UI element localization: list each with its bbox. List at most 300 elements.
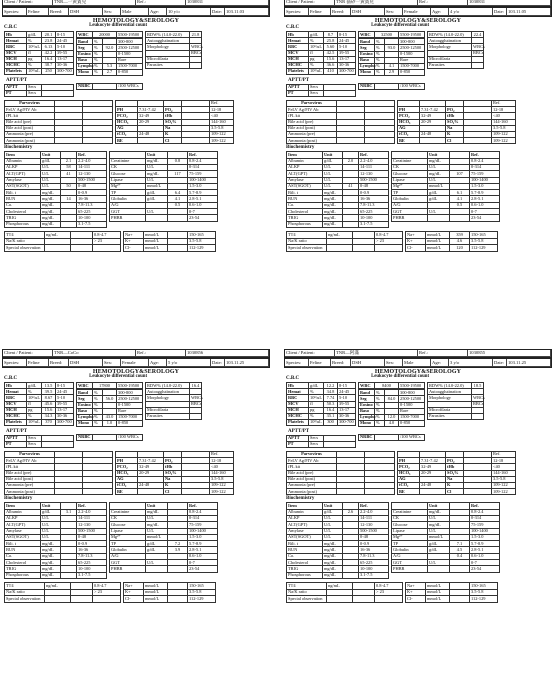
- tail-ref: 0.8-4.7: [375, 231, 403, 238]
- bio-ref: 3.1-7.5: [77, 221, 107, 227]
- bio-ref: 10-100: [359, 566, 389, 572]
- bio-ref: 7.8-11.3: [359, 202, 389, 208]
- serology-item: FeLV Ag/FIV Ab: [287, 458, 337, 464]
- diff-row: [359, 69, 425, 75]
- bio-item: Lipase: [392, 177, 428, 183]
- bio-item: PHBR: [110, 215, 146, 221]
- tail-value: [168, 582, 188, 589]
- tail-value: [71, 231, 93, 238]
- bio-ref: 14-111: [77, 165, 107, 171]
- cbc-ref: 8-15: [338, 32, 356, 38]
- bio-ref: 0.8-2.4: [188, 158, 218, 164]
- cbc-unit: 10⁶/uL: [28, 43, 41, 49]
- bio-item: Albumin: [5, 509, 41, 515]
- diff-ref: 0-850: [117, 420, 143, 426]
- cbc-row: [287, 419, 356, 425]
- bio-unit: mg/dL: [41, 209, 61, 215]
- blood-gas-item: AG: [398, 125, 420, 131]
- cbc-row: [5, 68, 74, 74]
- microfilaria-label: Microfilaria: [146, 407, 190, 413]
- tail-ref: 150-165: [188, 582, 216, 589]
- aptt-item: PT: [287, 91, 309, 97]
- wbc-ref: 5500-19500: [117, 32, 143, 38]
- bio-unit: U/L: [428, 165, 450, 171]
- cbc-item: RBC: [287, 395, 309, 401]
- bio-value: 2.1: [61, 158, 77, 164]
- bio-item: Bili. t: [5, 190, 41, 196]
- client-label: Client / Patient:: [3, 0, 53, 6]
- bio-ref: 75-159: [188, 171, 218, 177]
- bio-head-item: Item: [287, 152, 323, 158]
- bio-row: [110, 215, 218, 221]
- tail-ref: 3.5-5.8: [470, 589, 498, 596]
- species-value: Feline: [309, 359, 331, 366]
- bio-ref: 3.1-7.5: [77, 572, 107, 578]
- tail-ref: > 23: [93, 589, 121, 596]
- blood-gas-item-2: K: [164, 483, 182, 489]
- diff-ref: 0-1500: [117, 51, 143, 57]
- tail-item: Special observation: [287, 596, 327, 603]
- age-value: 5 y/o: [167, 359, 211, 366]
- blood-gas-item-2: PO₂: [164, 458, 182, 464]
- tail-item: Special observation: [5, 245, 45, 252]
- serology-item: Ammonia (pre): [5, 132, 55, 138]
- blood-gas-ref-2: 109-122: [210, 489, 234, 495]
- bio-item: TRIG: [5, 215, 41, 221]
- bio-value: 2.6: [343, 509, 359, 515]
- cbc-ref: 39-55: [338, 50, 356, 56]
- bio-left-table: [286, 502, 389, 579]
- diff-unit: %: [375, 390, 385, 396]
- tail-item: Cl-: [406, 245, 426, 252]
- bio-ref: 500-1500: [359, 528, 389, 534]
- nrbc-unit: /100 WBCs: [399, 434, 425, 440]
- tail-ref: 150-165: [470, 231, 498, 238]
- bio-unit: U/L: [323, 165, 343, 171]
- tail-value: 359: [450, 231, 470, 238]
- bio-value: 0.4: [450, 553, 470, 559]
- bio-value: 7.1: [450, 541, 470, 547]
- aptt-table: [286, 435, 356, 448]
- tail-item: Na/K ratio: [287, 238, 327, 245]
- blood-gas-item: PCO₂: [398, 464, 420, 470]
- bio-ref: 0.8-2.4: [188, 509, 218, 515]
- tail-item: Na/K ratio: [5, 589, 45, 596]
- tail-row: [406, 589, 498, 596]
- cbc-unit: 10³/uL: [28, 419, 40, 425]
- diff-ref: Rare: [117, 408, 143, 414]
- rdw-value: 22.4: [472, 32, 484, 38]
- bio-unit: mg/dL: [41, 560, 61, 566]
- bio-unit: U/L: [323, 183, 343, 189]
- bio-head-ref: Ref.: [188, 152, 218, 158]
- blood-gas-item-2: K: [446, 132, 464, 138]
- tail-ref: [375, 245, 403, 252]
- bio-item: CK: [110, 165, 146, 171]
- tail-item: K+: [124, 589, 144, 596]
- tail-ref: 3.5-5.8: [188, 589, 216, 596]
- tail-right-table: [405, 582, 498, 603]
- blood-gas-ref-2: 109-122: [210, 132, 234, 138]
- bio-head-unit: Unit: [428, 152, 450, 158]
- wbc-label: WBC: [359, 32, 375, 38]
- blood-gas-table: [397, 100, 516, 144]
- blood-gas-ref: 32-49: [138, 113, 164, 119]
- bio-item: ALT(GPT): [5, 171, 41, 177]
- blood-gas-item-2: PO₂: [446, 107, 464, 113]
- bio-unit: U/L: [146, 528, 168, 534]
- report-panel: [284, 0, 552, 336]
- blood-gas-item: BE: [116, 489, 138, 495]
- bio-unit: mg/dL: [146, 171, 168, 177]
- cbc-unit: %: [27, 62, 42, 68]
- nrbc-row: [77, 83, 143, 89]
- age-value: 4 y/o: [449, 8, 493, 15]
- tail-value: [353, 238, 375, 245]
- tail-row: [287, 238, 403, 245]
- blood-gas-table: [115, 451, 234, 495]
- age-label: Age:: [149, 8, 167, 15]
- bio-item: BUN: [5, 196, 41, 202]
- tail-item: Cl-: [124, 245, 144, 252]
- bio-unit: mg/dL: [323, 209, 343, 215]
- blood-gas-item-2: tHb: [446, 464, 464, 470]
- bio-unit: U/L: [146, 165, 168, 171]
- diff-item: Mono: [359, 420, 375, 426]
- cbc-value: 42.5: [324, 50, 338, 56]
- bio-ref: 14-111: [359, 165, 389, 171]
- client-value: TNR—阿滿: [335, 350, 418, 357]
- bio-ref: 2.2-4.0: [359, 509, 389, 515]
- nrbc-table: [76, 434, 143, 441]
- serology-item: Bile acid (pre): [5, 470, 55, 476]
- serology-item: Bile acid (pre): [287, 119, 337, 125]
- blood-gas-item: BE: [398, 489, 420, 495]
- diff-ref: 2500-12500: [117, 45, 143, 51]
- aptt-unit: Secs: [309, 442, 324, 448]
- bio-unit: U/L: [146, 516, 168, 522]
- tail-row: [124, 582, 216, 589]
- bio-unit: [428, 215, 450, 221]
- bio-head-ref: Ref.: [470, 503, 500, 509]
- breed-value: DSH: [69, 359, 103, 366]
- bio-unit: mg/dL: [323, 547, 343, 553]
- diff-item: Lympho: [360, 63, 376, 69]
- cbc-item: MCHC: [5, 62, 27, 68]
- bio-unit: mg/dL: [323, 572, 343, 578]
- cbc-item: MCHC: [287, 413, 309, 419]
- tail-ref: [375, 596, 403, 603]
- bio-unit: U/L: [146, 560, 168, 566]
- cbc-value: 34.8: [324, 389, 338, 395]
- aptt-unit: Secs: [27, 84, 42, 90]
- tail-item: K+: [406, 238, 426, 245]
- tail-item: Na+: [124, 582, 144, 589]
- bio-value: 107: [450, 171, 470, 177]
- bio-ref: 0-314: [188, 516, 218, 522]
- bio-unit: mg/dL: [323, 553, 343, 559]
- bio-ref: 2.8-5.1: [470, 196, 500, 202]
- bio-unit: mg/dL: [323, 215, 343, 221]
- bio-ref: 2.2-4.0: [77, 158, 107, 164]
- rdw-row: [428, 32, 484, 38]
- wbc-label: WBC: [359, 383, 375, 389]
- bio-ref: 0-7: [470, 209, 500, 215]
- bio-value: 58: [61, 165, 77, 171]
- tail-row: [5, 245, 121, 252]
- bio-unit: U/L: [428, 209, 450, 215]
- blood-gas-item-2: PO₂: [446, 458, 464, 464]
- diff-item: Eosino: [78, 401, 91, 407]
- cbc-item: Hb: [5, 383, 27, 389]
- nrbc-label: NRBC: [77, 434, 93, 440]
- autoagg-label: Autoagglutination: [146, 389, 190, 395]
- bio-item: Creatinine: [110, 158, 146, 164]
- bio-ref: 7.8-11.3: [77, 202, 107, 208]
- bio-item: Cholesterol: [5, 209, 41, 215]
- tail-value: 4.6: [450, 238, 470, 245]
- diff-unit: %: [93, 402, 103, 408]
- bio-ref: 0.8-2.4: [470, 158, 500, 164]
- bio-ref: 65-225: [359, 560, 389, 566]
- cbc-item: Hemat: [287, 38, 309, 44]
- bio-item: Amylase: [287, 177, 323, 183]
- nrbc-label: NRBC: [359, 83, 375, 89]
- aptt-row: [5, 91, 74, 97]
- diff-item: Mono: [77, 420, 93, 426]
- bio-ref: 75-159: [188, 522, 218, 528]
- bio-head-item: Item: [287, 503, 323, 509]
- blood-gas-item: tCO₂: [398, 483, 420, 489]
- rdw-value: 16.4: [190, 383, 202, 389]
- cbc-value: 8.67: [42, 395, 56, 401]
- bio-unit: [146, 566, 168, 572]
- tail-row: [124, 589, 216, 596]
- section-title: HEMOTOLOGY&SEROLOGY: [92, 369, 180, 376]
- bio-item: ALKP: [5, 165, 41, 171]
- diff-unit: %: [93, 51, 103, 57]
- tail-ref: 150-165: [188, 231, 216, 238]
- species-value: Feline: [27, 8, 49, 15]
- cbc-value: 300: [324, 419, 338, 425]
- bio-item: Glucose: [110, 171, 146, 177]
- diff-item: Baso: [77, 57, 93, 63]
- bio-value: 14: [61, 196, 77, 202]
- rbcs-label: RBCs: [191, 400, 202, 406]
- sex-value: Male: [121, 8, 149, 15]
- blood-gas-item-2: Na: [446, 476, 464, 482]
- client-label: Client / Patient:: [285, 350, 335, 357]
- bio-item: GGT: [392, 560, 428, 566]
- diff-ref: 0-1500: [399, 402, 425, 408]
- wbcs-label: WBCs: [191, 43, 203, 49]
- bio-ref: 16-36: [77, 196, 107, 202]
- bio-unit: mg/dL: [146, 522, 168, 528]
- tail-item: Na+: [124, 231, 144, 238]
- bio-item: BUN: [287, 196, 323, 202]
- tail-unit: mmol/L: [144, 245, 168, 252]
- aptt-title: APTT/PT: [288, 77, 310, 83]
- diff-item: Seg: [77, 45, 93, 51]
- cbc-item: MCHC: [5, 413, 27, 419]
- bio-ref: 5.7-8.9: [470, 190, 500, 196]
- rdw-label: RDW% (14.0-22.0): [146, 383, 190, 389]
- bio-value: 3.1: [61, 509, 77, 515]
- bio-value: 4.1: [168, 196, 188, 202]
- blood-gas-ref: 24-48: [420, 132, 446, 138]
- blood-gas-ref-head: Ref.: [492, 452, 516, 458]
- cbc-ref: 24-45: [338, 389, 356, 395]
- bio-item: Globulin: [392, 547, 428, 553]
- cbc-item: Hemat: [287, 389, 309, 395]
- diff-item: Band: [359, 390, 375, 396]
- parasites-label: Parasites: [428, 413, 472, 419]
- bio-item: Globulin: [110, 196, 146, 202]
- diff-unit: %: [375, 45, 385, 51]
- bio-item: AST(SGOT): [5, 534, 41, 540]
- bio-row: [287, 572, 389, 578]
- serology-item: Parvovirus: [287, 101, 337, 107]
- tail-item: TT4: [5, 231, 45, 238]
- blood-gas-ref: 20-29: [138, 470, 164, 476]
- blood-gas-row: [398, 138, 516, 144]
- cbc-ref: 13-17: [338, 56, 356, 62]
- diff-item: Seg: [359, 45, 375, 51]
- serology-item: FeLV Ag/FIV Ab: [287, 107, 337, 113]
- diff-table: [358, 38, 425, 76]
- bio-item: ALT(GPT): [5, 522, 41, 528]
- morphology-label: Morphology: [428, 44, 472, 50]
- bio-item: A/G: [110, 553, 146, 559]
- wbc-row: [359, 383, 425, 389]
- bio-ref: 7.8-11.3: [77, 553, 107, 559]
- blood-gas-table: [397, 451, 516, 495]
- aptt-title: APTT/PT: [6, 428, 28, 434]
- tail-value: 120: [450, 245, 470, 252]
- bio-unit: g/dL: [146, 190, 168, 196]
- patient-header: [284, 0, 552, 7]
- tail-right-table: [405, 231, 498, 252]
- blood-gas-item-2: tHb: [164, 464, 182, 470]
- blood-gas-ref-2: 3.5-5.8: [210, 125, 234, 131]
- tail-ref: > 23: [93, 238, 121, 245]
- tail-value: [450, 582, 470, 589]
- bio-ref: 75-159: [470, 171, 500, 177]
- blood-gas-ref: 7.31-7.42: [138, 107, 164, 113]
- bio-unit: g/dL: [41, 509, 61, 515]
- tail-row: [406, 231, 498, 238]
- blood-gas-item: PH: [116, 458, 138, 464]
- bio-ref: 3.1-7.5: [359, 572, 389, 578]
- serology-table: [286, 451, 395, 495]
- serology-item: Ammonia (post): [287, 138, 337, 144]
- ref-value: 1030831: [186, 0, 269, 6]
- tail-value: [71, 245, 93, 252]
- tail-unit: ng/mL: [45, 231, 71, 238]
- wbc-row: [359, 32, 425, 38]
- bio-item: Cholesterol: [287, 209, 323, 215]
- cbc-unit: pg: [27, 407, 42, 413]
- diff-unit: %: [375, 57, 385, 63]
- bio-head-ref: Ref.: [470, 152, 500, 158]
- wbc-value: 32500: [375, 32, 399, 38]
- cbc-value: 38.7: [42, 62, 56, 68]
- bio-unit: mmol/L: [428, 183, 450, 189]
- diff-unit: %: [93, 45, 103, 51]
- diff-unit: %: [93, 396, 103, 402]
- parasites-label: Parasites: [146, 413, 190, 419]
- rbcs-label: RBCs: [191, 49, 202, 55]
- tail-row: [5, 589, 121, 596]
- cbc-value: 42.2: [42, 50, 56, 56]
- bio-ref: 10-100: [77, 215, 107, 221]
- blood-gas-item: BE: [398, 138, 420, 144]
- bio-ref: 500-1500: [77, 177, 107, 183]
- bio-ref: 100-1400: [470, 528, 500, 534]
- bio-ref: 23-54: [188, 215, 218, 221]
- bio-unit: mg/dL: [428, 522, 450, 528]
- bio-value: 6.1: [450, 190, 470, 196]
- bio-ref: 5.7-8.9: [470, 541, 500, 547]
- blood-gas-ref: 20-29: [138, 119, 164, 125]
- tail-unit: ng/mL: [327, 582, 353, 589]
- bio-value: [450, 566, 470, 572]
- bio-ref: 2.8-5.1: [188, 547, 218, 553]
- bio-unit: U/L: [146, 209, 168, 215]
- bio-unit: U/L: [41, 177, 61, 183]
- bio-ref: 12-130: [77, 522, 107, 528]
- bio-ref: 500-1500: [359, 177, 389, 183]
- serology-item: fPL kit: [287, 464, 337, 470]
- bio-item: Globulin: [110, 547, 146, 553]
- cbc-unit: %: [27, 413, 42, 419]
- serology-row: [5, 489, 113, 495]
- wbc-value: 20000: [93, 32, 117, 38]
- cbc-row: [5, 419, 74, 425]
- wbc-value: 17800: [93, 383, 117, 389]
- bio-item: GGT: [392, 209, 428, 215]
- cbc-ref: 39-55: [56, 50, 74, 56]
- cbc-unit: 10³/uL: [310, 419, 322, 425]
- bio-unit: g/dL: [428, 196, 450, 202]
- cbc-value: 15.6: [324, 56, 338, 62]
- diff-value: 84.0: [385, 396, 399, 402]
- date-label: Date:: [211, 359, 225, 366]
- bio-ref: 1.5-3.0: [188, 183, 218, 189]
- bio-item: Globulin: [392, 196, 428, 202]
- age-label: Age:: [431, 359, 449, 366]
- cbc-item: Hemat: [5, 389, 27, 395]
- species-value: Feline: [309, 8, 331, 15]
- bio-unit: g/dL: [41, 158, 61, 164]
- cbc-ref: 8-15: [56, 32, 74, 38]
- blood-gas-item-2: Cl: [164, 138, 182, 144]
- blood-gas-ref-2: 109-122: [492, 483, 516, 489]
- bio-unit: U/L: [41, 183, 61, 189]
- autoagg-label: Autoagglutination: [146, 38, 190, 44]
- cbc-unit: fl: [27, 50, 42, 56]
- diff-value: 4.0: [385, 420, 399, 426]
- serology-item: fPL kit: [5, 464, 55, 470]
- cbc-value: 370: [42, 419, 56, 425]
- client-value: TNR—CoCo: [53, 350, 136, 357]
- blood-gas-item: PCO₂: [116, 113, 138, 119]
- date-value: 103.11.25: [507, 359, 551, 366]
- cbc-ref: 8-15: [56, 383, 74, 389]
- blood-gas-ref-2: 109-122: [492, 132, 516, 138]
- bio-item: TP: [392, 190, 428, 196]
- serology-item: Bile acid (pre): [5, 119, 55, 125]
